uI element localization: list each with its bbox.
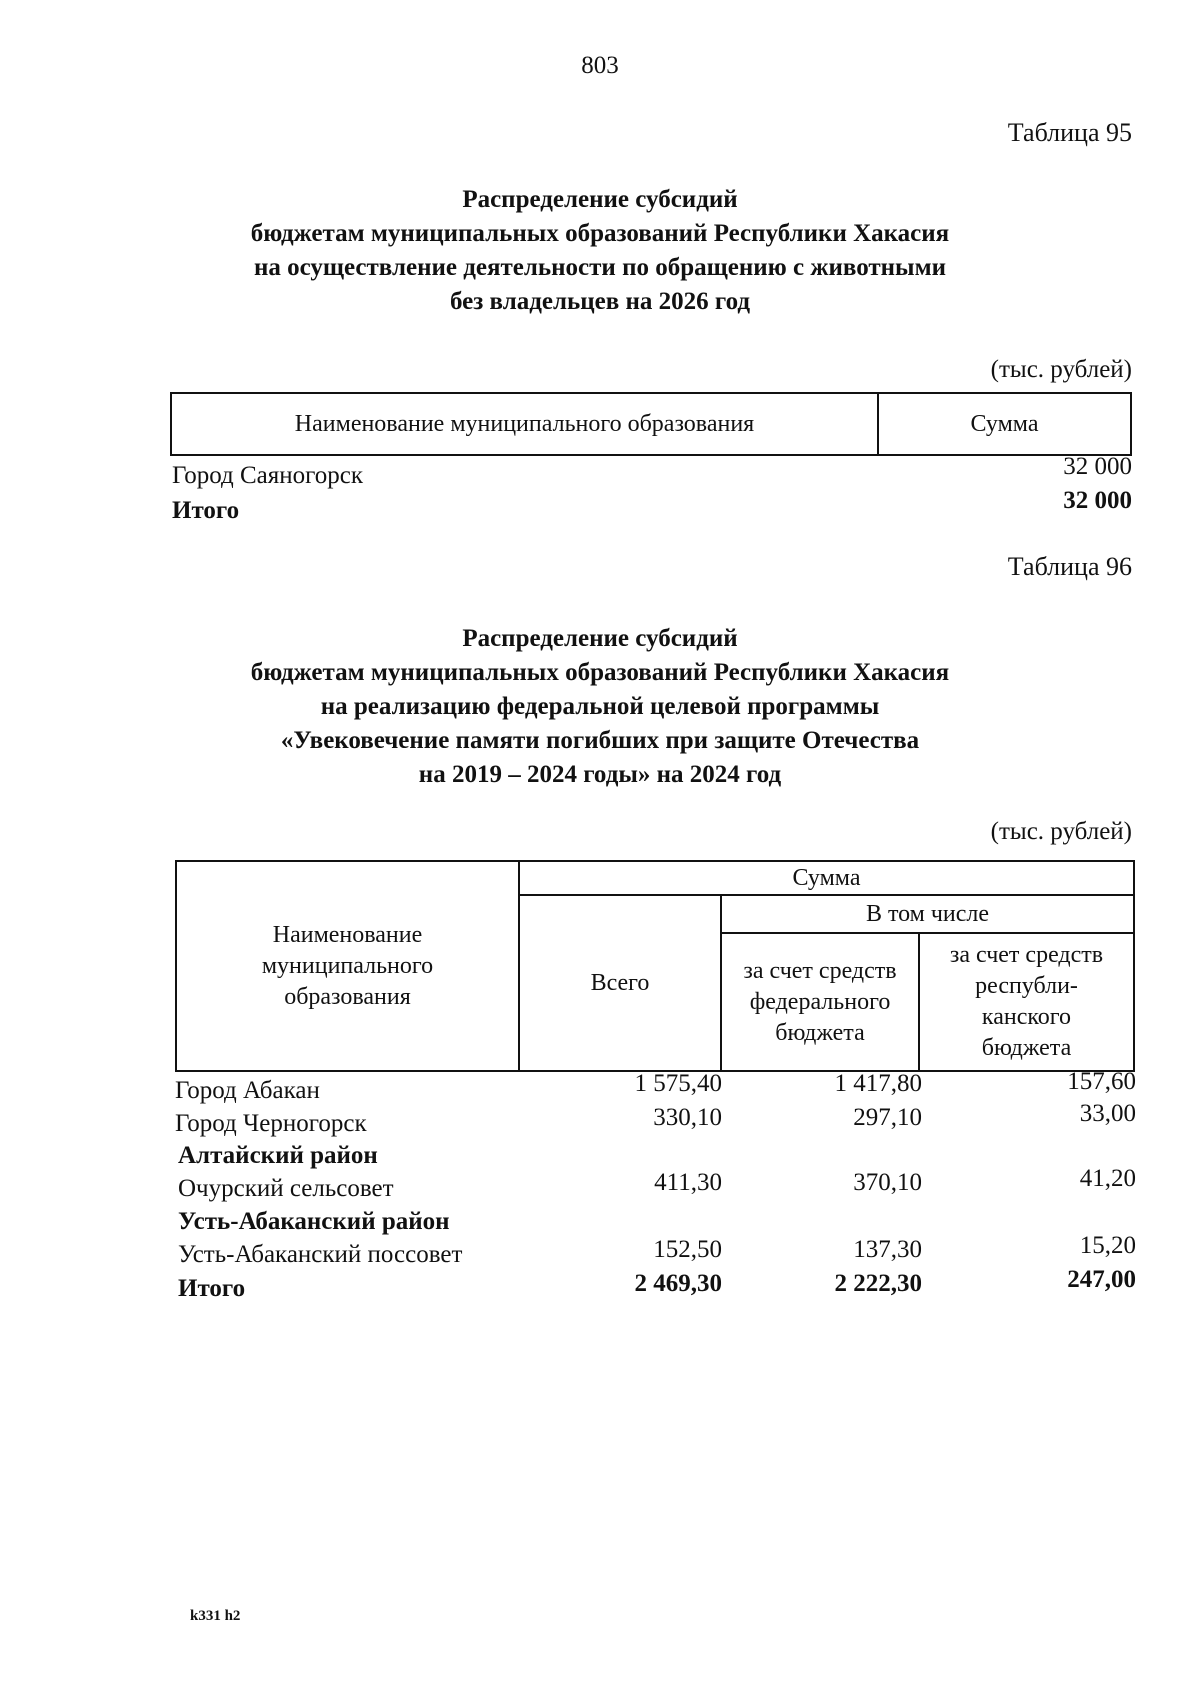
table-96-header-sum: Сумма (518, 860, 1135, 896)
table-96-row-republican: 33,00 (1079, 1100, 1136, 1127)
table-95-total-sum: 32 000 (1063, 487, 1132, 514)
table-96-header-federal: за счет средств федерального бюджета (720, 932, 920, 1072)
table-95-header-sum: Сумма (877, 392, 1132, 456)
title-line: Распределение субсидий (462, 625, 738, 652)
table-96-total-federal: 2 222,30 (834, 1270, 922, 1297)
table-96-header-name: Наименование муниципального образования (175, 860, 520, 1072)
table-96-row-total: 1 575,40 (634, 1070, 722, 1097)
table-96-row-total: 411,30 (654, 1169, 722, 1196)
table-95-unit: (тыс. рублей) (990, 356, 1132, 383)
table-95-row-name: Город Саяногорск (172, 462, 364, 489)
table-96-header-republican: за счет средств республи-канского бюджета (918, 932, 1135, 1072)
table-96-row-total: 152,50 (653, 1236, 722, 1263)
table-95-label: Таблица 95 (1007, 118, 1132, 147)
table-96-total-total: 2 469,30 (634, 1270, 722, 1297)
footer-code: k331 h2 (190, 1608, 241, 1624)
title-line: бюджетам муниципальных образований Республики Хакасия (250, 659, 950, 686)
table-95-row-sum: 32 000 (1063, 453, 1132, 480)
page-number: 803 (581, 52, 619, 79)
title-line: бюджетам муниципальных образований Республики Хакасия (250, 220, 950, 247)
table-95-total-label: Итого (172, 497, 240, 524)
table-96-unit: (тыс. рублей) (990, 818, 1132, 845)
title-line: без владельцев на 2026 год (449, 288, 751, 315)
table-96-total-label: Итого (178, 1275, 246, 1302)
title-line: Распределение субсидий (462, 186, 738, 213)
table-96-row-republican: 15,20 (1079, 1232, 1136, 1259)
table-96-row-federal: 370,10 (853, 1169, 922, 1196)
title-line: «Увековечение памяти погибших при защите Отечества (280, 727, 920, 754)
table-96-row-name: Город Абакан (175, 1077, 320, 1104)
table-95-header-name: Наименование муниципального образования (170, 392, 879, 456)
table-95-title (200, 183, 1000, 319)
table-96-header-including: В том числе (720, 894, 1135, 934)
table-96-row-total: 330,10 (653, 1104, 722, 1131)
title-line: на реализацию федеральной целевой программы (320, 693, 880, 720)
title-line: на 2019 – 2024 годы» на 2024 год (418, 761, 782, 788)
table-96-row-republican: 157,60 (1067, 1068, 1136, 1095)
table-96-row-name: Усть-Абаканский поссовет (178, 1241, 463, 1268)
table-96-row-federal: 297,10 (853, 1104, 922, 1131)
table-96-row-federal: 137,30 (853, 1236, 922, 1263)
table-96-header-total: Всего (518, 894, 722, 1072)
table-96-row-federal: 1 417,80 (834, 1070, 922, 1097)
table-96-title (200, 622, 1000, 792)
table-96-row-republican: 41,20 (1079, 1165, 1136, 1192)
title-line: на осуществление деятельности по обращению с животными (253, 254, 947, 281)
table-96-group-heading: Усть-Абаканский район (178, 1208, 450, 1235)
table-96-row-name: Очурский сельсовет (178, 1175, 394, 1202)
table-96-total-republican: 247,00 (1067, 1266, 1136, 1293)
table-96-label: Таблица 96 (1007, 552, 1132, 581)
table-96-row-name: Город Черногорск (175, 1110, 367, 1137)
table-96-group-heading: Алтайский район (178, 1142, 378, 1169)
